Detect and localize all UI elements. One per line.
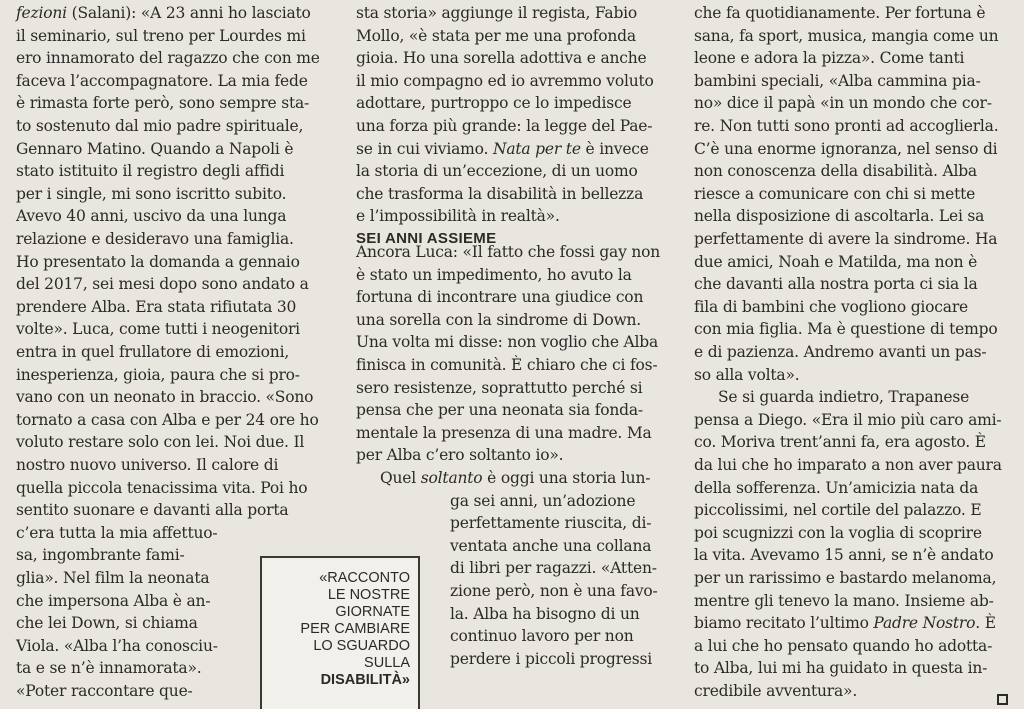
body-line: una forza più grande: la legge del Pae- xyxy=(356,117,653,135)
body-line: il mio compagno ed io avremmo voluto xyxy=(356,71,654,90)
section-subheading: SEI ANNI ASSIEME xyxy=(356,230,497,247)
body-line: mentale la presenza di una madre. Ma xyxy=(356,423,652,442)
body-line: voluto restare solo con lei. Noi due. Il xyxy=(16,433,305,452)
body-line: che lei Down, si chiama xyxy=(16,614,198,633)
body-line: a lui che ho pensato quando ho adotta- xyxy=(694,636,993,655)
body-line: stato istituito il registro degli affidi xyxy=(16,162,285,181)
body-line: Mollo, «è stata per me una profonda xyxy=(356,26,636,45)
body-line: adottare, purtroppo ce lo impedisce xyxy=(356,94,632,113)
body-line: non conoscenza della disabilità. Alba xyxy=(694,162,977,181)
body-line: faceva l’accompagnatore. La mia fede xyxy=(16,71,308,90)
body-line: del 2017, sei mesi dopo sono andato a xyxy=(16,275,309,294)
body-line: poi scugnizzi con la voglia di scoprire xyxy=(694,523,982,542)
pull-quote-line: LE NOSTRE xyxy=(327,587,410,603)
body-line: ga sei anni, un’adozione xyxy=(450,491,636,510)
pull-quote-box xyxy=(260,556,420,709)
body-line: ero innamorato del ragazzo che con me xyxy=(16,49,320,68)
pull-quote-line: PER CAMBIARE xyxy=(300,621,410,637)
body-line: pensa che per una neonata sia fonda- xyxy=(356,401,643,420)
body-line: il seminario, sul treno per Lourdes mi xyxy=(16,26,306,45)
body-line: la vita. Avevamo 15 anni, se n’è andato xyxy=(694,546,994,565)
body-line: no» dice il papà «in un mondo che cor- xyxy=(694,94,992,113)
body-line: sero resistenze, soprattutto perché si xyxy=(356,378,643,397)
body-line: fortuna di incontrare una giudice con xyxy=(356,288,644,307)
body-line: fezioni (Salani): «A 23 anni ho lasciato xyxy=(16,4,311,22)
body-line: fila di bambini che vogliono giocare xyxy=(694,297,969,316)
body-line: per un rarissimo e bastardo melanoma, xyxy=(694,569,997,587)
body-line: to Alba, lui mi ha guidato in questa in- xyxy=(694,659,988,678)
film-title: Nata per te xyxy=(492,139,581,158)
body-line: mentre gli tenevo la mano. Insieme ab- xyxy=(694,591,994,610)
body-line: pensa a Diego. «Era il mio più caro ami- xyxy=(694,410,1002,429)
body-line: relazione e desideravo una famiglia. xyxy=(16,230,294,248)
pull-quote-line: GIORNATE xyxy=(335,604,410,620)
body-line: Quel soltanto è oggi una storia lun- xyxy=(380,469,651,487)
italic-word: soltanto xyxy=(420,469,483,487)
body-line: ta e se n’è innamorata». xyxy=(16,659,202,678)
body-line: la. Alba ha bisogno di un xyxy=(450,604,640,623)
body-line: è stato un impedimento, ho avuto la xyxy=(356,265,632,284)
body-line: entra in quel frullatore di emozioni, xyxy=(16,343,290,361)
body-line: che fa quotidianamente. Per fortuna è xyxy=(694,4,986,22)
body-line: della sofferenza. Un’amicizia nata da xyxy=(694,478,979,497)
pull-quote-line: «RACCONTO xyxy=(319,570,410,586)
body-line: di libri per ragazzi. «Atten- xyxy=(450,559,657,578)
body-line: «Poter raccontare que- xyxy=(16,682,193,700)
body-line: quella piccola tenacissima vita. Poi ho xyxy=(16,478,308,497)
body-line: vano con un neonato in braccio. «Sono xyxy=(16,388,314,407)
end-of-article-icon xyxy=(997,694,1008,705)
body-line: con mia figlia. Ma è questione di tempo xyxy=(694,320,998,339)
body-line: glia». Nel film la neonata xyxy=(16,569,210,587)
body-line: riesce a comunicare con chi si mette xyxy=(694,184,976,203)
body-line: perdere i piccoli progressi xyxy=(450,649,653,668)
body-line: volte». Luca, come tutti i neogenitori xyxy=(16,320,300,339)
body-line: to sostenuto dal mio padre spirituale, xyxy=(16,117,304,135)
body-line: piccolissimi, nel cortile del palazzo. E xyxy=(694,501,982,520)
body-line: e di pazienza. Andremo avanti un pas- xyxy=(694,343,987,361)
body-line: per Alba c’ero soltanto io». xyxy=(356,446,564,465)
body-line: Gennaro Matino. Quando a Napoli è xyxy=(16,139,294,158)
body-line: sta storia» aggiunge il regista, Fabio xyxy=(356,4,638,22)
body-line: prendere Alba. Era stata rifiutata 30 xyxy=(16,297,297,316)
body-line: e l’impossibilità in realtà». xyxy=(356,207,560,226)
body-line: sa, ingombrante fami- xyxy=(16,546,185,565)
prayer-title: Padre Nostro xyxy=(873,614,976,633)
body-line: co. Moriva trent’anni fa, era agosto. È xyxy=(694,433,986,452)
body-line: Ancora Luca: «Il fatto che fossi gay non xyxy=(356,243,661,261)
body-line: che trasforma la disabilità in bellezza xyxy=(356,184,644,203)
body-line: gioia. Ho una sorella adottiva e anche xyxy=(356,49,647,68)
body-line: finisca in comunità. È chiaro che ci fos- xyxy=(356,356,658,374)
body-line: una sorella con la sindrome di Down. xyxy=(356,310,642,329)
body-line: per i single, mi sono iscritto subito. xyxy=(16,184,287,203)
body-line: perfettamente riuscita, di- xyxy=(450,514,652,533)
body-line: continuo lavoro per non xyxy=(450,627,634,646)
body-line: Ho presentato la domanda a gennaio xyxy=(16,252,300,271)
pull-quote-line: SULLA xyxy=(364,655,410,671)
body-line: zione però, non è una favo- xyxy=(450,582,658,600)
body-line: da lui che ho imparato a non aver paura xyxy=(694,456,1002,474)
body-line: inesperienza, gioia, paura che si pro- xyxy=(16,365,300,384)
body-line: che davanti alla nostra porta ci sia la xyxy=(694,275,978,294)
body-line: Viola. «Alba l’ha conosciu- xyxy=(16,636,218,655)
body-line: credibile avventura». xyxy=(694,682,858,700)
body-line: re. Non tutti sono pronti ad accoglierla. xyxy=(694,117,999,135)
body-line: se in cui viviamo. Nata per te è invece xyxy=(356,139,649,158)
body-line: ventata anche una collana xyxy=(450,536,652,555)
body-line: sentito suonare e davanti alla porta xyxy=(16,501,289,520)
body-line: la storia di un’eccezione, di un uomo xyxy=(356,162,638,181)
italic-fragment: fezioni xyxy=(16,4,67,22)
body-line: è rimasta forte però, sono sempre sta- xyxy=(16,94,310,113)
pull-quote-line: DISABILITÀ» xyxy=(320,672,410,688)
body-line: che impersona Alba è an- xyxy=(16,591,211,610)
body-line: sana, fa sport, musica, mangia come un xyxy=(694,26,999,45)
body-line: nella disposizione di ascoltarla. Lei sa xyxy=(694,207,985,226)
body-line: Avevo 40 anni, uscivo da una lunga xyxy=(16,207,287,226)
body-line: so alla volta». xyxy=(694,365,800,384)
body-line: Una volta mi disse: non voglio che Alba xyxy=(356,333,659,352)
body-line: Se si guarda indietro, Trapanese xyxy=(718,388,970,407)
body-line: perfettamente di avere la sindrome. Ha xyxy=(694,230,998,248)
body-line: biamo recitato l’ultimo Padre Nostro. È xyxy=(694,614,996,633)
body-line: C’è una enorme ignoranza, nel senso di xyxy=(694,139,998,158)
pull-quote-line: LO SGUARDO xyxy=(313,638,410,654)
body-line: leone e adora la pizza». Come tanti xyxy=(694,49,965,68)
body-line: nostro nuovo universo. Il calore di xyxy=(16,456,279,474)
body-line: bambini speciali, «Alba cammina pia- xyxy=(694,71,981,90)
body-line: c’era tutta la mia affettuo- xyxy=(16,523,218,542)
body-line: due amici, Noah e Matilda, ma non è xyxy=(694,252,978,271)
body-line: tornato a casa con Alba e per 24 ore ho xyxy=(16,410,319,429)
